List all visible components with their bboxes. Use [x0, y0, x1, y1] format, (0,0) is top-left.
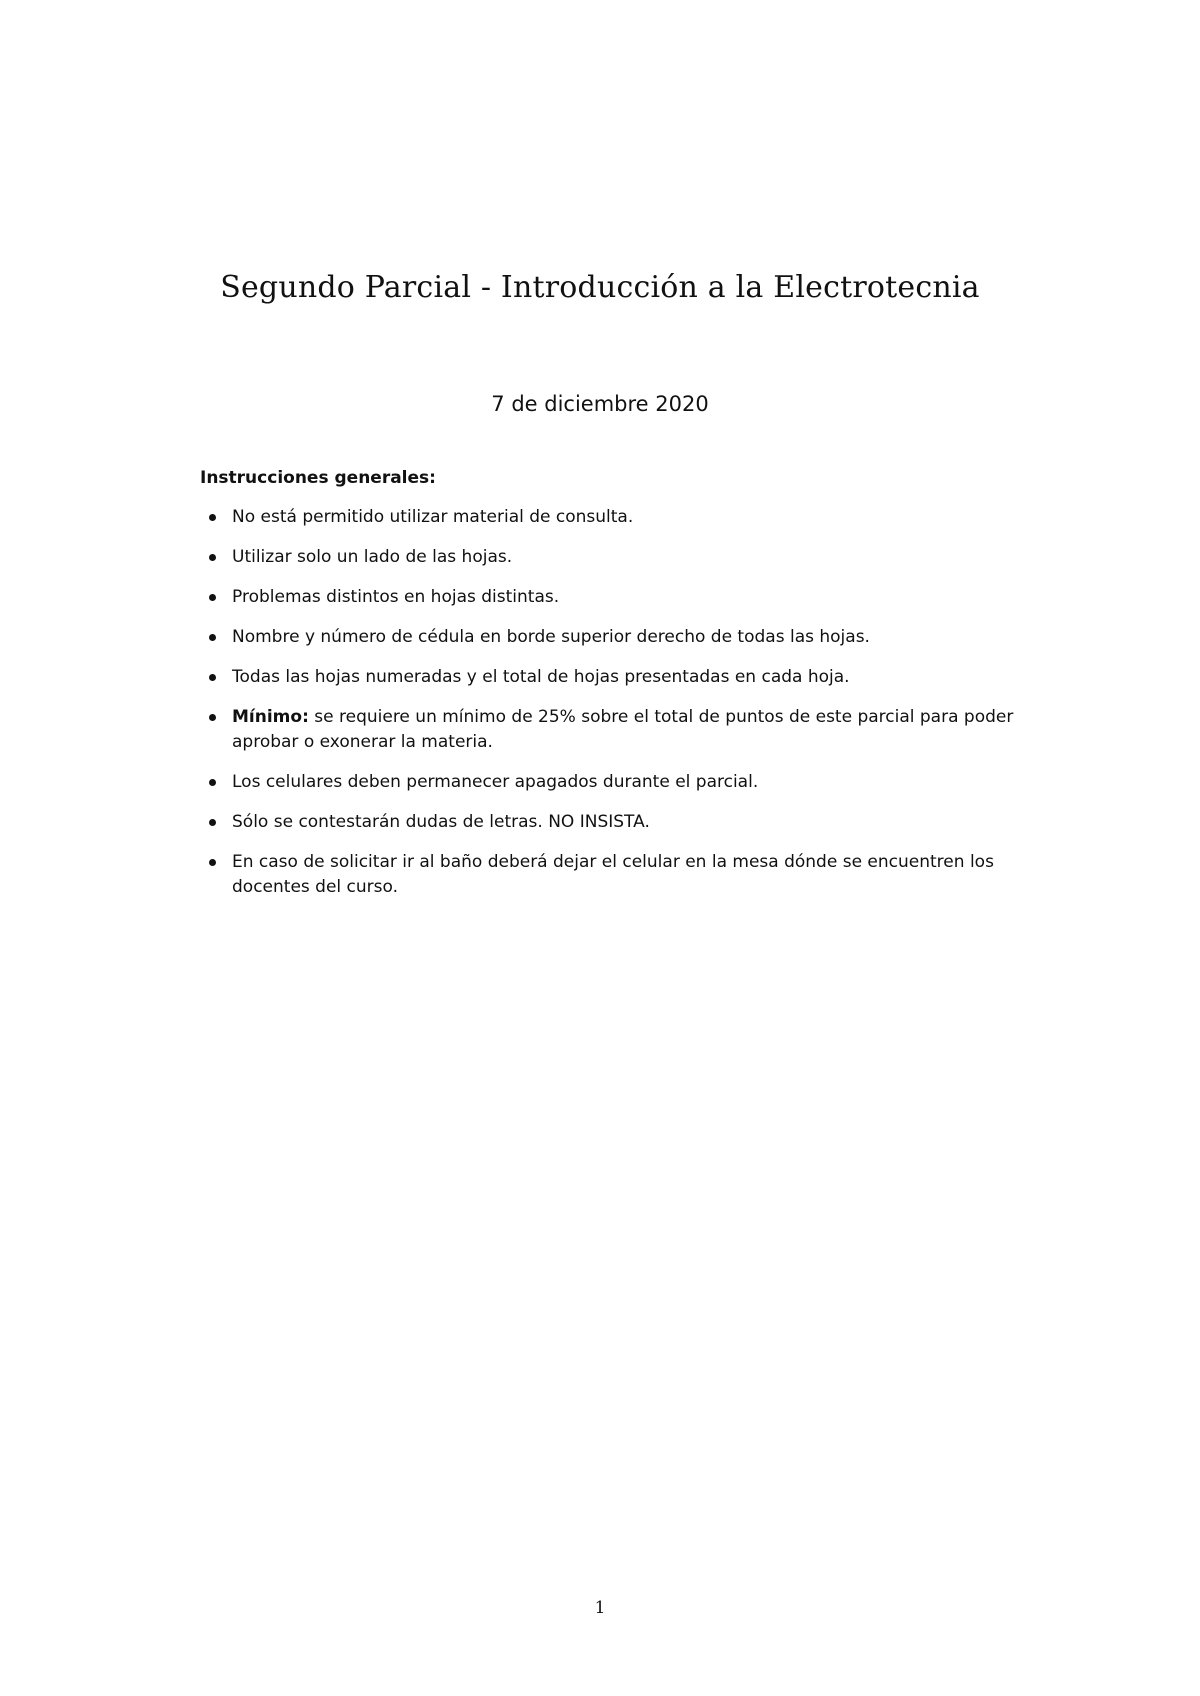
bullet-icon — [209, 554, 216, 561]
instruction-item — [200, 770, 1066, 795]
bullet-icon — [209, 674, 216, 681]
instruction-text: No está permitido utilizar material de consulta. — [232, 507, 634, 527]
bullet-icon — [209, 634, 216, 641]
instruction-text: Utilizar solo un lado de las hojas. — [232, 547, 513, 567]
instruction-item — [200, 850, 1066, 900]
instruction-list — [200, 505, 1066, 900]
instruction-text: Problemas distintos en hojas distintas. — [232, 587, 560, 607]
page-number: 1 — [594, 1598, 606, 1618]
exam-date: 7 de diciembre 2020 — [491, 392, 709, 416]
instruction-label: Mínimo: — [232, 707, 309, 727]
instruction-item — [200, 505, 1066, 530]
instructions-section — [200, 466, 1066, 915]
bullet-icon — [209, 594, 216, 601]
instruction-item — [200, 545, 1066, 570]
instruction-text: Nombre y número de cédula en borde superior derecho de todas las hojas. — [232, 627, 870, 647]
instruction-text: Todas las hojas numeradas y el total de hojas presentadas en cada hoja. — [232, 667, 850, 687]
page-title: Segundo Parcial - Introducción a la Electrotecnia — [220, 270, 980, 305]
bullet-icon — [209, 859, 216, 866]
instruction-text: Sólo se contestarán dudas de letras. NO INSISTA. — [232, 812, 650, 832]
bullet-icon — [209, 819, 216, 826]
instruction-item — [200, 625, 1066, 650]
instruction-text: En caso de solicitar ir al baño deberá dejar el celular en la mesa dónde se encuentren los docentes del curso. — [232, 852, 994, 897]
instructions-heading: Instrucciones generales: — [200, 468, 436, 488]
instruction-item — [200, 665, 1066, 690]
instruction-text: Los celulares deben permanecer apagados durante el parcial. — [232, 772, 759, 792]
instruction-item — [200, 585, 1066, 610]
bullet-icon — [209, 514, 216, 521]
bullet-icon — [209, 714, 216, 721]
instruction-item-minimum — [200, 705, 1066, 755]
instruction-text: se requiere un mínimo de 25% sobre el total de puntos de este parcial para poder aprobar o exonerar la materia. — [232, 707, 1014, 752]
instruction-item — [200, 810, 1066, 835]
bullet-icon — [209, 779, 216, 786]
